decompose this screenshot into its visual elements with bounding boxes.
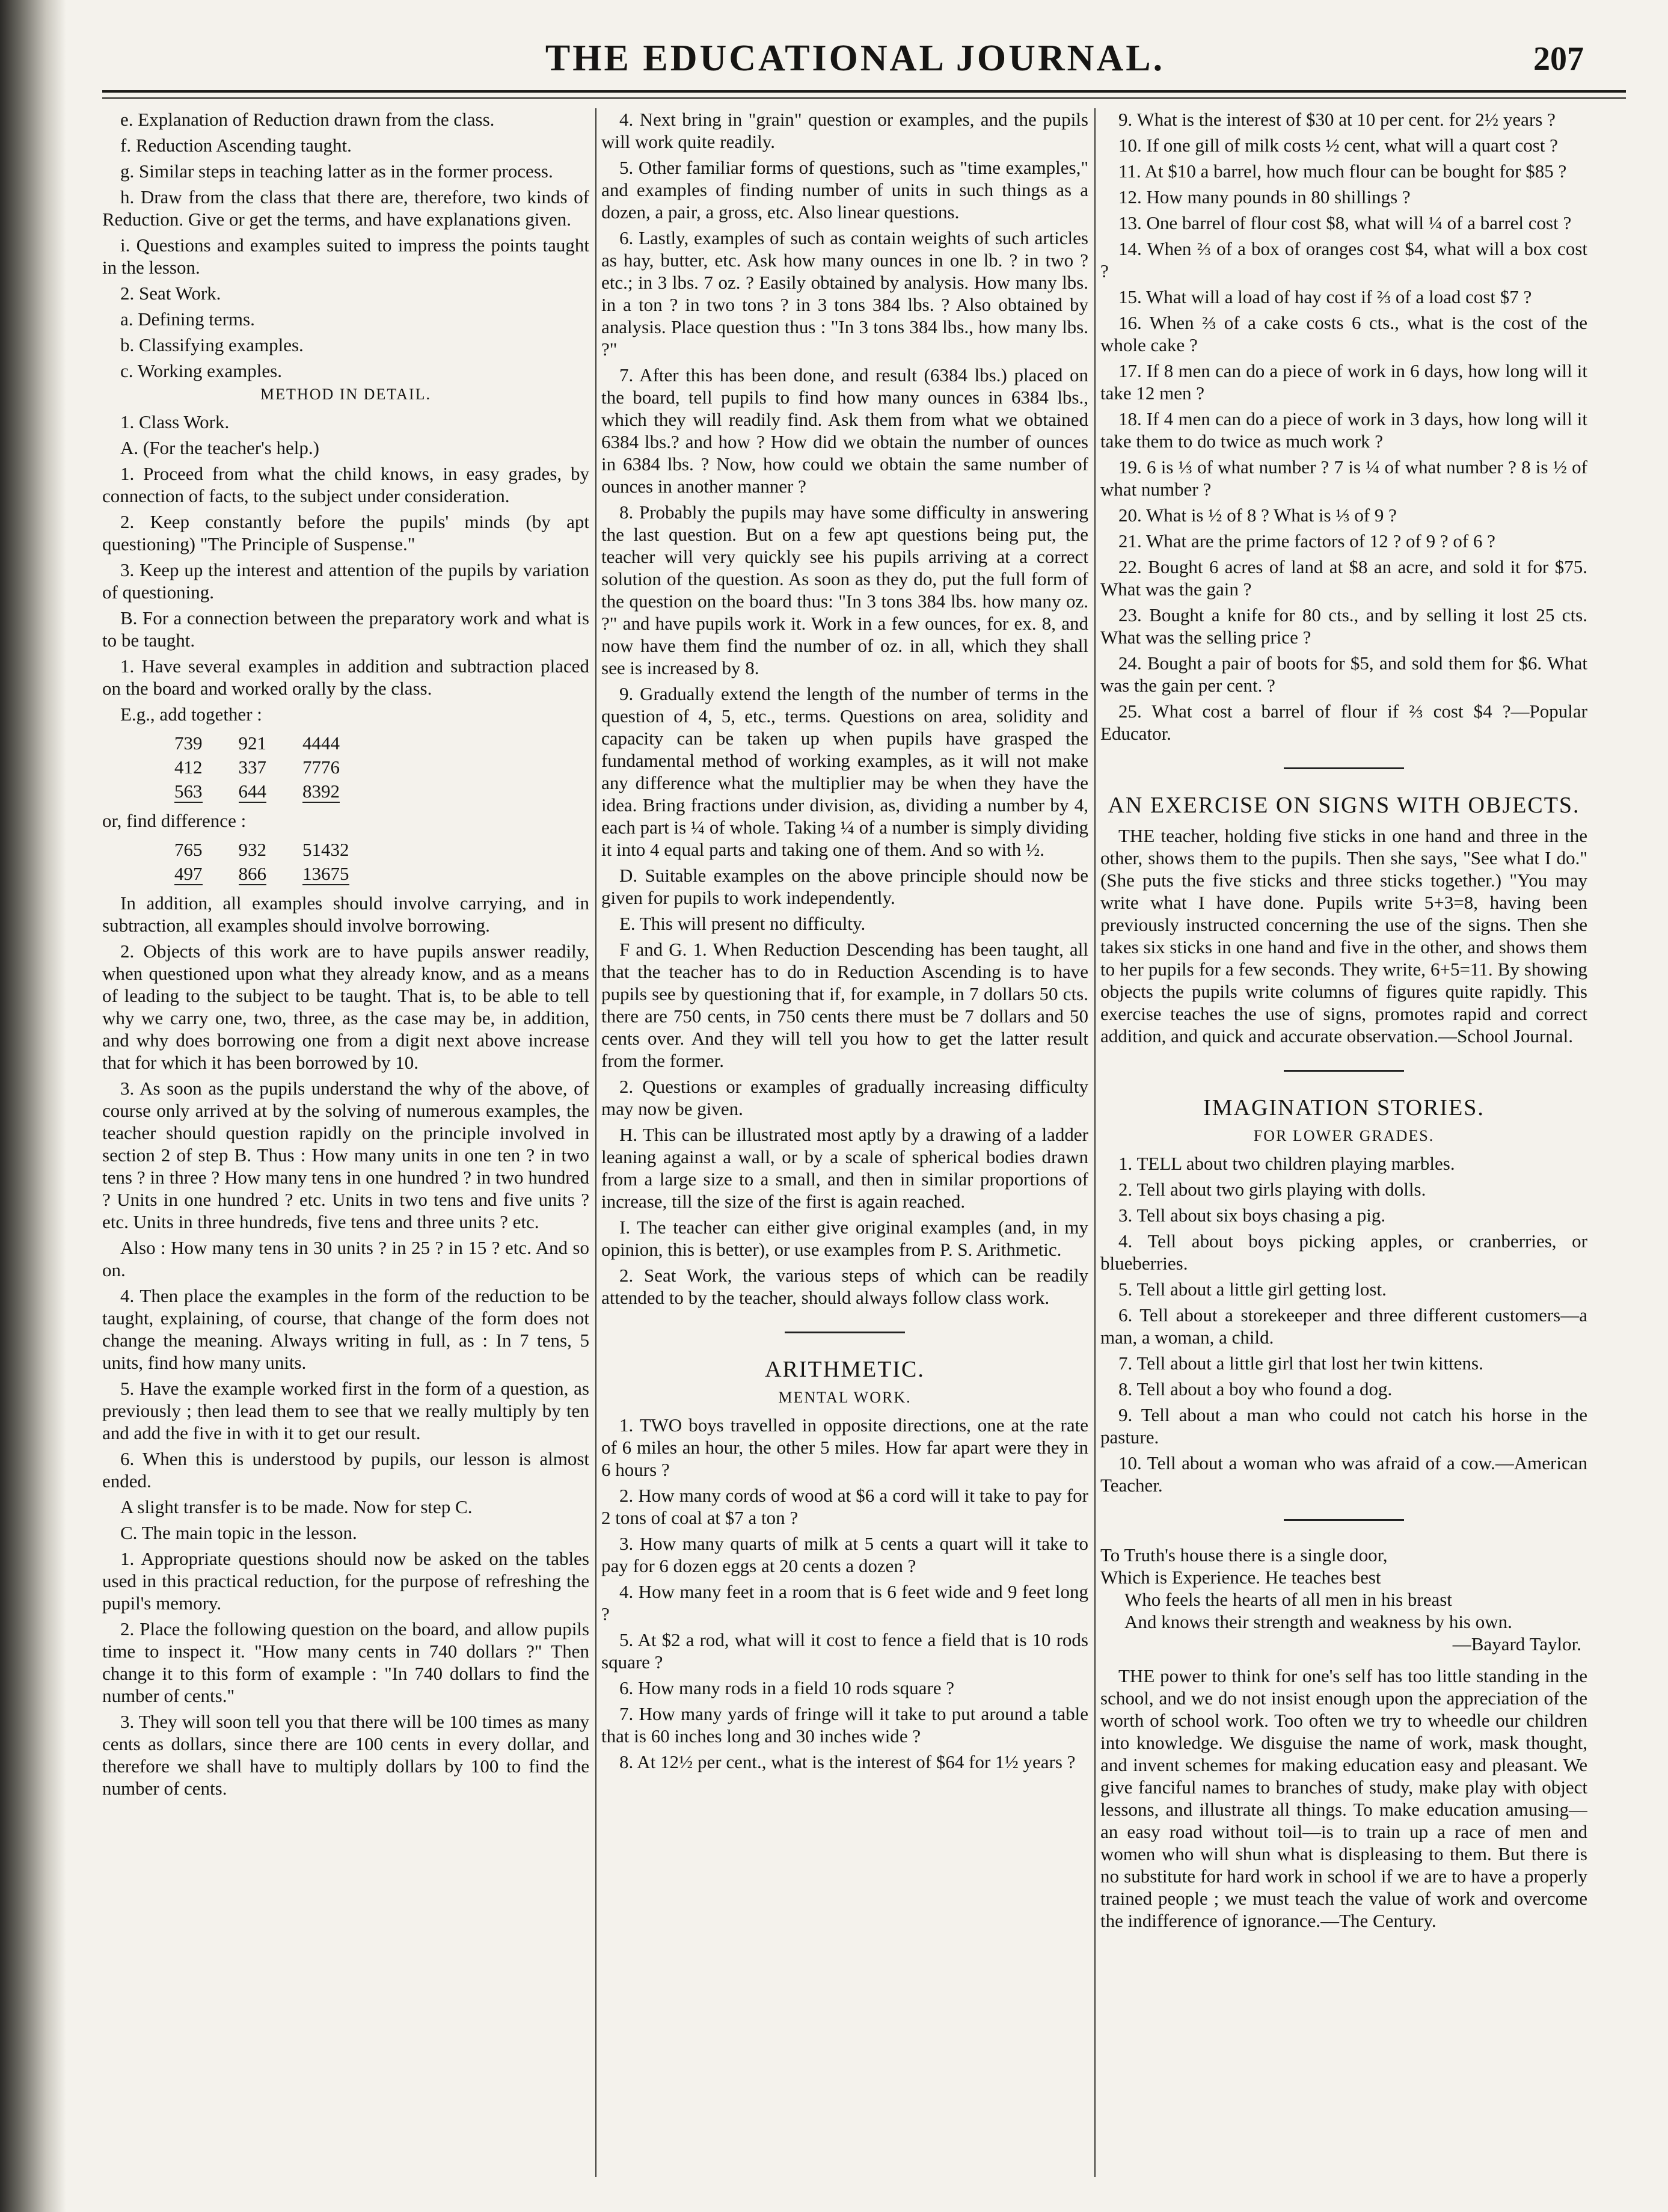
paragraph: f. Reduction Ascending taught. — [120, 135, 352, 156]
question: 19. 6 is ⅓ of what number ? 7 is ¼ of what number ? 8 is ½ of what number ? — [1100, 456, 1587, 500]
paragraph: c. Working examples. — [120, 360, 282, 381]
paragraph: H. This can be illustrated most aptly by a drawing of a ladder leaning against a wall, or by a scale of spherical bodies drawn from a large size to a small, and then in similar proportions of increase, till the size of the first is again reached. — [601, 1124, 1088, 1212]
paragraph: 2. Seat Work, the various steps of which can be readily attended to by the teacher, should always follow class work. — [601, 1265, 1088, 1308]
paragraph: THE power to think for one's self has too little standing in the school, and we do not insist enough upon the appreciation of the worth of school work. Too often we try to wheedle our children into knowledge. We disguise the name of work, mask thought, and invent schemes for making education easy and pleasant. We give fanciful names to branches of study, make play with object lessons, and illustrate all things. To make education amusing—an easy road without toil—is to train up a race of men and women who will shun what is displeasing to them. But there is no substitute for hard work in school if we are to have a properly trained people ; we must teach the value of work and overcome the indifference of ignorance.—The Century. — [1100, 1665, 1587, 1931]
page-number: 207 — [1533, 40, 1584, 78]
list-item: 1. TELL about two children playing marbles. — [1118, 1153, 1455, 1174]
paragraph: C. The main topic in the lesson. — [120, 1522, 357, 1543]
cell-value: 8392 — [302, 781, 340, 802]
list-item: 9. Tell about a man who could not catch his horse in the pasture. — [1100, 1404, 1587, 1448]
question: 20. What is ½ of 8 ? What is ⅓ of 9 ? — [1118, 505, 1397, 526]
paragraph: A slight transfer is to be made. Now for step C. — [120, 1496, 473, 1517]
table-cell: 337 — [238, 757, 266, 778]
paragraph: i. Questions and examples suited to impress the points taught in the lesson. — [102, 235, 589, 278]
list-item: 7. Tell about a little girl that lost her twin kittens. — [1118, 1353, 1483, 1374]
poem-line: Which is Experience. He teaches best — [1100, 1567, 1381, 1588]
paragraph: e. Explanation of Reduction drawn from the class. — [120, 109, 495, 130]
paragraph: b. Classifying examples. — [120, 334, 304, 355]
question: 6. How many rods in a field 10 rods square ? — [619, 1677, 955, 1698]
paragraph: 6. When this is understood by pupils, our lesson is almost ended. — [102, 1448, 589, 1492]
table-cell: 921 — [238, 733, 266, 754]
list-item: 8. Tell about a boy who found a dog. — [1118, 1378, 1393, 1399]
list-item: 10. Tell about a woman who was afraid of a cow.—American Teacher. — [1100, 1452, 1587, 1496]
paragraph: F and G. 1. When Reduction Descending has been taught, all that the teacher has to do in Reduction Ascending is to have pupils see by questioning that if, for example, in 7 dollars 50 cts. there are 750 cents, in 750 cents there must be 7 dollars and 50 cents over. And they will tell you how to get the latter result from the former. — [601, 939, 1088, 1071]
section-heading: METHOD IN DETAIL. — [260, 386, 431, 403]
paragraph: A. (For the teacher's help.) — [120, 437, 319, 458]
cell-value: 866 — [238, 863, 266, 884]
table-cell: 7776 — [302, 757, 340, 778]
paragraph: 3. They will soon tell you that there will be 100 times as many cents as dollars, since there are 100 cents in every dollar, and therefore we shall have to multiply dollars by 100 to find the number of cents. — [102, 1711, 589, 1799]
column-divider — [1094, 108, 1096, 2177]
cell-value: 644 — [238, 781, 266, 802]
column-left — [102, 108, 589, 2183]
paragraph: 5. Have the example worked first in the form of a question, as previously ; then lead them to see that we really multiply by ten and add the five in with it to get our result. — [102, 1378, 589, 1443]
paragraph: h. Draw from the class that there are, therefore, two kinds of Reduction. Give or get the terms, and have explanations given. — [102, 186, 589, 230]
table-row — [174, 862, 385, 886]
poem-author: —Bayard Taylor. — [1452, 1633, 1581, 1654]
paragraph: B. For a connection between the preparatory work and what is to be taught. — [102, 607, 589, 651]
paragraph: E.g., add together : — [120, 704, 262, 725]
question: 24. Bought a pair of boots for $5, and sold them for $6. What was the gain per cent. ? — [1100, 653, 1587, 696]
list-item: 4. Tell about boys picking apples, or cranberries, or blueberries. — [1100, 1230, 1587, 1274]
question: 10. If one gill of milk costs ½ cent, what will a quart cost ? — [1118, 135, 1558, 156]
column-middle — [601, 108, 1088, 2183]
paragraph: 1. Appropriate questions should now be asked on the tables used in this practical reduction, for the purpose of refreshing the pupil's memory. — [102, 1548, 589, 1614]
question: 11. At $10 a barrel, how much flour can be bought for $85 ? — [1118, 161, 1567, 182]
question: 23. Bought a knife for 80 cts., and by selling it lost 25 cts. What was the selling price ? — [1100, 604, 1587, 648]
paragraph: 3. As soon as the pupils understand the why of the above, of course only arrived at by the solving of numerous examples, the teacher should question rapidly on the principle involved in section 2 of step B. Thus : How many units in one ten ? in two tens ? in three ? How many tens in one hundred ? in two hundred ? Units in one hundred ? etc. Units in two tens and five units ? etc. Units in three hundreds, five tens and three units ? etc. — [102, 1078, 589, 1232]
question: 3. How many quarts of milk at 5 cents a quart will it take to pay for 6 dozen eggs at 20 cents a dozen ? — [601, 1533, 1088, 1576]
question: 5. At $2 a rod, what will it cost to fence a field that is 10 rods square ? — [601, 1629, 1088, 1673]
question: 12. How many pounds in 80 shillings ? — [1118, 186, 1411, 207]
paragraph: 5. Other familiar forms of questions, such as "time examples," and examples of finding number of units in such things as a dozen, a pair, a gross, etc. Also linear questions. — [601, 157, 1088, 223]
paragraph: 1. Class Work. — [120, 411, 230, 432]
section-divider — [1284, 1070, 1404, 1072]
section-subheading: FOR LOWER GRADES. — [1253, 1127, 1435, 1144]
paragraph: g. Similar steps in teaching latter as in the former process. — [120, 161, 553, 182]
question: 9. What is the interest of $30 at 10 per cent. for 2½ years ? — [1118, 109, 1556, 130]
table-row — [174, 731, 376, 755]
column-right — [1100, 108, 1587, 2183]
paragraph: 6. Lastly, examples of such as contain weights of such articles as hay, butter, etc. Ask how many ounces in one lb. ? in two ? etc.; in 3 lbs. 7 oz. ? Easily obtained by analysis. How many lbs. in a ton ? in two tons ? in 3 tons 384 lbs. ? Also obtained by analysis. Place question thus : "In 3 tons 384 lbs., how many lbs. ?" — [601, 227, 1088, 360]
table-cell: 51432 — [302, 839, 349, 860]
poem-block — [1100, 1544, 1587, 1655]
subtraction-example-table — [174, 838, 385, 886]
paragraph: 4. Next bring in "grain" question or examples, and the pupils will work quite readily. — [601, 109, 1088, 152]
list-item: 5. Tell about a little girl getting lost. — [1118, 1279, 1387, 1300]
section-divider — [1284, 767, 1404, 769]
paragraph: 2. Objects of this work are to have pupils answer readily, when questioned upon what they already know, and as a means of leading to the subject to be taught. That is, to be able to tell why we carry one, two, three, as the case may be, in addition, and why does borrowing one from a digit next above increase that for which it has been borrowed by 10. — [102, 941, 589, 1073]
paragraph: E. This will present no difficulty. — [619, 913, 866, 934]
section-heading-imagination: IMAGINATION STORIES. — [1203, 1095, 1485, 1120]
table-row — [174, 755, 376, 779]
table-cell: 412 — [174, 757, 203, 778]
paragraph: 2. Questions or examples of gradually increasing difficulty may now be given. — [601, 1076, 1088, 1119]
section-divider — [785, 1332, 905, 1333]
paragraph: Also : How many tens in 30 units ? in 25 ? in 15 ? etc. And so on. — [102, 1237, 589, 1280]
cell-value: 497 — [174, 863, 203, 884]
journal-title: THE EDUCATIONAL JOURNAL. — [545, 38, 1165, 79]
page-header — [90, 24, 1620, 96]
question: 2. How many cords of wood at $6 a cord will it take to pay for 2 tons of coal at $7 a ton ? — [601, 1485, 1088, 1528]
table-cell — [239, 779, 303, 803]
paragraph: I. The teacher can either give original examples (and, in my opinion, this is better), or use examples from P. S. Arithmetic. — [601, 1217, 1088, 1260]
column-divider — [595, 108, 596, 2177]
paragraph: 3. Keep up the interest and attention of the pupils by variation of questioning. — [102, 559, 589, 603]
question: 22. Bought 6 acres of land at $8 an acre, and sold it for $75. What was the gain ? — [1100, 556, 1587, 600]
list-item: 3. Tell about six boys chasing a pig. — [1118, 1205, 1386, 1226]
table-cell — [239, 862, 303, 886]
section-heading-signs: AN EXERCISE ON SIGNS WITH OBJECTS. — [1108, 793, 1580, 818]
paragraph: 1. Proceed from what the child knows, in easy grades, by connection of facts, to the subject under consideration. — [102, 463, 589, 506]
paragraph: 7. After this has been done, and result (6384 lbs.) placed on the board, tell pupils to find how many ounces in 6384 lbs., which they will readily find. Ask them from what we obtained 6384 lbs.? and how ? How did we obtain the number of ounces in 6384 lbs. ? Now, how could we obtain the same number of ounces in another manner ? — [601, 364, 1088, 497]
question: 14. When ⅔ of a box of oranges cost $4, what will a box cost ? — [1100, 238, 1587, 281]
section-divider — [1284, 1519, 1404, 1521]
question: 8. At 12½ per cent., what is the interest of $64 for 1½ years ? — [619, 1751, 1076, 1772]
paragraph: 1. Have several examples in addition and subtraction placed on the board and worked orally by the class. — [102, 656, 589, 699]
paragraph: a. Defining terms. — [120, 309, 255, 330]
paragraph: 2. Place the following question on the board, and allow pupils time to inspect it. "How many cents in 740 dollars ?" Then change it to this form of example : "In 740 dollars to find the number of cents." — [102, 1618, 589, 1706]
table-cell: 932 — [238, 839, 266, 860]
paragraph: D. Suitable examples on the above principle should now be given for pupils to work independently. — [601, 865, 1088, 908]
paragraph: In addition, all examples should involve carrying, and in subtraction, all examples should involve borrowing. — [102, 892, 589, 936]
question: 15. What will a load of hay cost if ⅔ of a load cost $7 ? — [1118, 286, 1532, 307]
scan-gutter-shadow — [0, 0, 66, 2212]
question: 25. What cost a barrel of flour if ⅔ cost $4 ?—Popular Educator. — [1100, 701, 1587, 744]
paragraph: 9. Gradually extend the length of the number of terms in the question of 4, 5, etc., terms. Questions on area, solidity and capacity can be taken up when pupils have grasped the fundamental method of working examples, as it will not make any difference what the multiplier may be when they have the idea. Bring fractions under division, as, dividing a number by 4, each part is ¼ of whole. Taking ¼ of a number is simply dividing it into 4 equal parts and taking one of them. And so with ½. — [601, 683, 1088, 860]
table-cell — [302, 779, 376, 803]
poem-line: Who feels the hearts of all men in his breast — [1124, 1589, 1452, 1610]
cell-value: 13675 — [302, 863, 349, 884]
paragraph: 2. Keep constantly before the pupils' minds (by apt questioning) "The Principle of Suspense." — [102, 511, 589, 555]
table-row — [174, 779, 376, 803]
list-item: 6. Tell about a storekeeper and three different customers—a man, a woman, a child. — [1100, 1304, 1587, 1348]
question: 18. If 4 men can do a piece of work in 3 days, how long will it take them to do twice as much work ? — [1100, 408, 1587, 452]
table-row — [174, 838, 385, 862]
question: 1. TWO boys travelled in opposite directions, one at the rate of 6 miles an hour, the other 5 miles. How far apart were they in 6 hours ? — [601, 1415, 1088, 1480]
paragraph: THE teacher, holding five sticks in one hand and three in the other, shows them to the pupils. Then she says, "See what I do." (She puts the five sticks and three sticks together.) "You may write what I have done. Pupils write 5+3=8, having been previously instructed concerning the use of the signs. Then she takes six sticks in one hand and five in the other, and shows them to her pupils for a few seconds. They write, 6+5=11. By showing objects the pupils write columns of figures quite rapidly. This exercise teaches the use of signs, promotes rapid and correct addition, and quick and accurate observation.—School Journal. — [1100, 825, 1587, 1046]
table-cell — [174, 862, 239, 886]
cell-value: 563 — [174, 781, 203, 802]
header-rule-thin — [102, 97, 1626, 99]
list-item: 2. Tell about two girls playing with dolls. — [1118, 1179, 1426, 1200]
question: 13. One barrel of flour cost $8, what will ¼ of a barrel cost ? — [1118, 212, 1572, 233]
table-cell: 739 — [174, 733, 203, 754]
addition-example-table — [174, 731, 376, 803]
poem-line: And knows their strength and weakness by his own. — [1124, 1611, 1512, 1632]
section-subheading: MENTAL WORK. — [778, 1389, 912, 1406]
question: 4. How many feet in a room that is 6 feet wide and 9 feet long ? — [601, 1581, 1088, 1624]
table-cell — [174, 779, 239, 803]
table-cell — [302, 862, 385, 886]
poem-line: To Truth's house there is a single door, — [1100, 1544, 1388, 1565]
header-rule — [102, 90, 1626, 93]
paragraph: 2. Seat Work. — [120, 283, 221, 304]
table-cell: 765 — [174, 839, 203, 860]
paragraph: 8. Probably the pupils may have some difficulty in answering the last question. But on a few apt questions being put, the teacher will very quickly see his pupils arriving at a correct solution of the question. As soon as they do, put the full form of the question on the board thus: "In 3 tons 384 lbs. how many oz. ?" and have pupils work it. Work in a few ounces, for ex. 8, and now have them find the number of oz. in all, which they shall see is increased by 8. — [601, 502, 1088, 678]
table-cell: 4444 — [302, 733, 340, 754]
paragraph: 4. Then place the examples in the form of the reduction to be taught, explaining, of course, that change of the form does not change the meaning. Always writing in full, as : In 7 tens, 5 units, find how many units. — [102, 1285, 589, 1373]
question: 17. If 8 men can do a piece of work in 6 days, how long will it take 12 men ? — [1100, 360, 1587, 404]
question: 16. When ⅔ of a cake costs 6 cts., what is the cost of the whole cake ? — [1100, 312, 1587, 355]
question: 21. What are the prime factors of 12 ? of 9 ? of 6 ? — [1118, 530, 1495, 551]
section-heading-arithmetic: ARITHMETIC. — [765, 1357, 925, 1382]
paragraph: or, find difference : — [102, 810, 247, 831]
question: 7. How many yards of fringe will it take to put around a table that is 60 inches long and 30 inches wide ? — [601, 1703, 1088, 1747]
